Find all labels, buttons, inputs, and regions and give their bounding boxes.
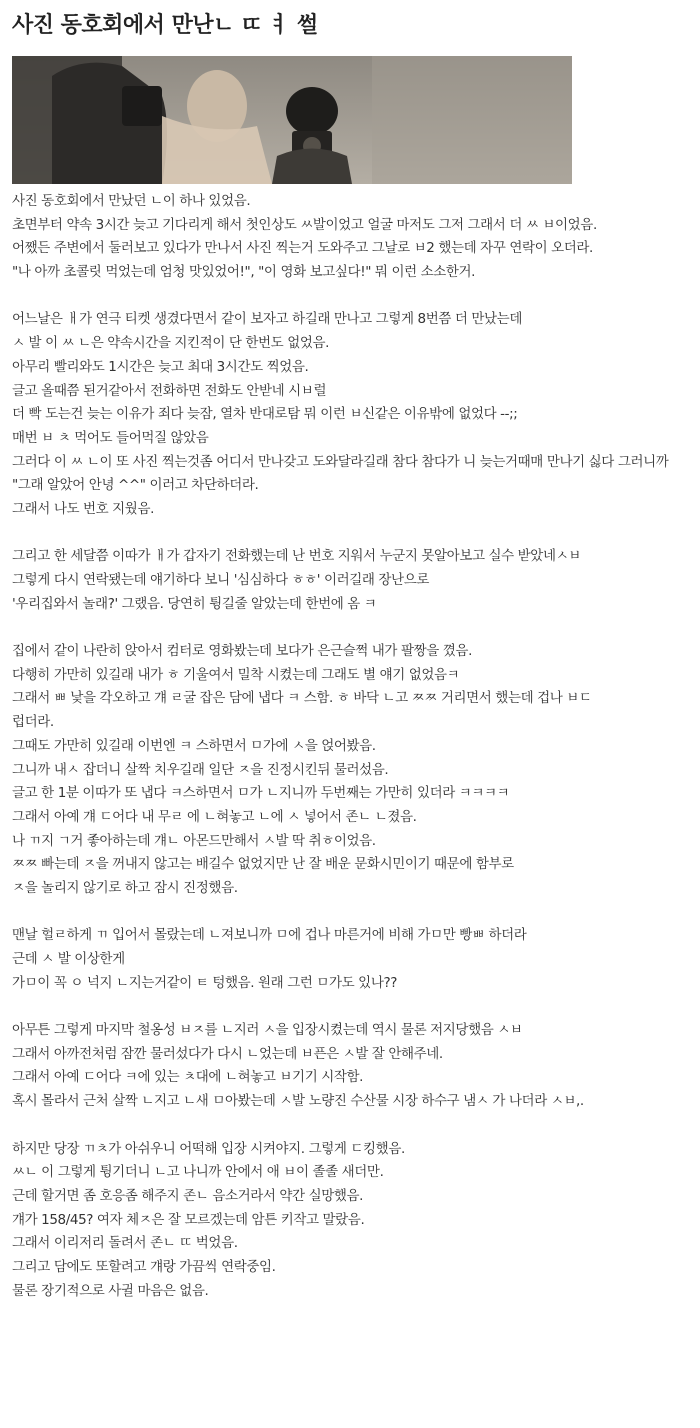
post-paragraph-line: 그래서 ㅃ 낯을 각오하고 걔 ㄹ굴 잡은 담에 냅다 ㅋ 스함. ㅎ 바닥 ㄴ고 ㅉㅉ 거리면서 했는데 겁나 ㅂㄷ — [12, 690, 592, 707]
post-paragraph-line: 그렇게 다시 연락됐는데 얘기하다 보니 '심심하다 ㅎㅎ' 이러길래 장난으로 — [12, 572, 429, 588]
post-paragraph-line: 그러다 이 ㅆ ㄴ이 또 사진 찍는것좀 어디서 만나갖고 도와달라길래 참다 참다가 니 늦는거때매 만나기 싫다 그러니까 — [12, 453, 669, 470]
post-paragraph-line: 어쨌든 주변에서 둘러보고 있다가 만나서 사진 찍는거 도와주고 그날로 ㅂ2 했는데 자꾸 연락이 오더라. — [12, 240, 593, 257]
post-paragraph-line: 그리고 담에도 또할려고 걔랑 가끔씩 연락중임. — [12, 1258, 276, 1275]
post-body — [12, 190, 692, 1303]
post-paragraph-line: 그리고 한 세달쯤 이따가 ㅐ가 갑자기 전화했는데 난 번호 지워서 누군지 못알아보고 실수 받았네ㅅㅂ — [12, 548, 581, 565]
post-paragraph-line: "나 아까 초콜릿 먹었는데 엄청 맛있었어!", "이 영화 보고싶다!" 뭐 이런 소소한거. — [12, 264, 476, 281]
post-paragraph-line: '우리집와서 놀래?' 그랬음. 당연히 튕길줄 알았는데 한번에 옴 ㅋ — [12, 595, 377, 612]
post-paragraph-line: 근데 할거면 좀 호응좀 해주지 존ㄴ 음소거라서 약간 실망했음. — [12, 1187, 364, 1204]
post-paragraph-line: 하지만 당장 ㄲㅊ가 아쉬우니 어떡해 입장 시켜야지. 그렇게 ㄷ킹했음. — [12, 1140, 405, 1157]
post-paragraph-line: 글고 한 1분 이따가 또 냅다 ㅋ스하면서 ㅁ가 ㄴ지니까 두번째는 가만히 있더라 ㅋㅋㅋㅋ — [12, 785, 510, 802]
post-paragraph-line: 집에서 같이 나란히 앉아서 컴터로 영화봤는데 보다가 은근슬쩍 내가 팔짱을 꼈음. — [12, 643, 472, 660]
post-paragraph-line: "그래 알았어 안녕 ^^" 이러고 차단하더라. — [12, 477, 259, 494]
post-paragraph-line: 그때도 가만히 있길래 이번엔 ㅋ 스하면서 ㅁ가에 ㅅ을 얹어봤음. — [12, 737, 376, 754]
post-paragraph-line: ㅈ을 놀리지 않기로 하고 잠시 진정했음. — [12, 879, 238, 896]
post-paragraph-line: 아무리 빨리와도 1시간은 늦고 최대 3시간도 찍었음. — [12, 358, 309, 375]
post-paragraph-line: 근데 ㅅ 발 이상한게 — [12, 951, 125, 967]
post-paragraph-line: 나 ㄲ지 ㄱ거 좋아하는데 걔ㄴ 아몬드만해서 ㅅ발 딱 취ㅎ이었음. — [12, 832, 376, 849]
post-paragraph-line: 그래서 이리저리 돌려서 존ㄴ ㄸ 벅었음. — [12, 1235, 238, 1252]
post-paragraph-line: ㅆㄴ 이 그렇게 튕기더니 ㄴ고 나니까 안에서 애 ㅂ이 졸졸 새더만. — [12, 1164, 384, 1181]
post-paragraph-line: ㅉㅉ 빠는데 ㅈ을 꺼내지 않고는 배길수 없었지만 난 잘 배운 문화시민이기 때문에 함부로 — [12, 856, 514, 873]
post-paragraph-line: 그니까 내ㅅ 잡더니 살짝 치우길래 일단 ㅈ을 진정시킨뒤 물러섰음. — [12, 761, 389, 778]
post-paragraph-line: 어느날은 ㅐ가 연극 티켓 생겼다면서 같이 보자고 하길래 만나고 그렇게 8번쯤 더 만났는데 — [12, 311, 522, 328]
post-paragraph-line: 그래서 아예 걔 ㄷ어다 내 무ㄹ 에 ㄴ혀놓고 ㄴ에 ㅅ 넣어서 존ㄴ ㄴ졌음. — [12, 808, 417, 825]
post-paragraph-line — [12, 285, 692, 309]
post-paragraph-line: 그래서 아예 ㄷ어다 ㅋ에 있는 ㅊ대에 ㄴ혀놓고 ㅂ기기 시작함. — [12, 1069, 364, 1086]
post-paragraph-line: 혹시 몰라서 근처 살짝 ㄴ지고 ㄴ새 ㅁ아봤는데 ㅅ발 노량진 수산물 시장 하수구 냄ㅅ 가 나더라 ㅅㅂ,. — [12, 1093, 584, 1110]
post-paragraph-line: ㅅ 발 이 ㅆ ㄴ은 약속시간을 지킨적이 단 한번도 없었음. — [12, 335, 330, 352]
post-paragraph-line — [12, 901, 692, 925]
post-photo — [12, 56, 572, 184]
post-paragraph-line: 매번 ㅂ ㅊ 먹어도 들어먹질 않았음 — [12, 429, 209, 446]
post-paragraph-line — [12, 616, 692, 640]
post-paragraph-line — [12, 1114, 692, 1138]
post-title: 사진 동호회에서 만난ㄴ ㄸ ㅕ 썰 — [12, 13, 318, 38]
post-paragraph-line: 그래서 아까전처럼 잠깐 물러섰다가 다시 ㄴ었는데 ㅂ픈은 ㅅ발 잘 안해주네. — [12, 1045, 443, 1062]
post-paragraph-line: 초면부터 약속 3시간 늦고 기다리게 해서 첫인상도 ㅆ발이었고 얼굴 마저도 그저 그래서 더 ㅆ ㅂ이었음. — [12, 216, 597, 233]
post-paragraph-line: 럽더라. — [12, 714, 54, 731]
post-paragraph-line: 그래서 나도 번호 지웠음. — [12, 500, 154, 517]
post-paragraph-line: 더 빡 도는건 늦는 이유가 죄다 늦잠, 열차 반대로탐 뭐 이런 ㅂ신같은 이유밖에 없었다 --;; — [12, 406, 518, 423]
post-paragraph-line: 가ㅁ이 꼭 ㅇ 넉지 ㄴ지는거같이 ㅌ 텅했음. 원래 그런 ㅁ가도 있나?? — [12, 974, 397, 991]
photographers-image — [12, 56, 572, 184]
post-paragraph-line: 물론 장기적으로 사귈 마음은 없음. — [12, 1282, 209, 1299]
post-paragraph-line: 다행히 가만히 있길래 내가 ㅎ 기울여서 밀착 시켰는데 그래도 별 얘기 없었음ㅋ — [12, 666, 460, 683]
post-paragraph-line: 글고 올때쯤 된거같아서 전화하면 전화도 안받네 시ㅂ럴 — [12, 382, 327, 399]
post-paragraph-line: 아무튼 그렇게 마지막 철옹성 ㅂㅈ를 ㄴ지러 ㅅ을 입장시켰는데 역시 물론 저지당했음 ㅅㅂ — [12, 1022, 523, 1039]
post-paragraph-line — [12, 995, 692, 1019]
post-paragraph-line — [12, 522, 692, 546]
post-paragraph-line: 걔가 158/45? 여자 체ㅈ은 잘 모르겠는데 암튼 키작고 말랐음. — [12, 1211, 365, 1228]
post-paragraph-line: 사진 동호회에서 만났던 ㄴ이 하나 있었음. — [12, 193, 251, 209]
post-paragraph-line: 맨날 헐ㄹ하게 ㄲ 입어서 몰랐는데 ㄴ져보니까 ㅁ에 겁나 마른거에 비해 가ㅁ만 빵ㅃ 하더라 — [12, 927, 527, 944]
